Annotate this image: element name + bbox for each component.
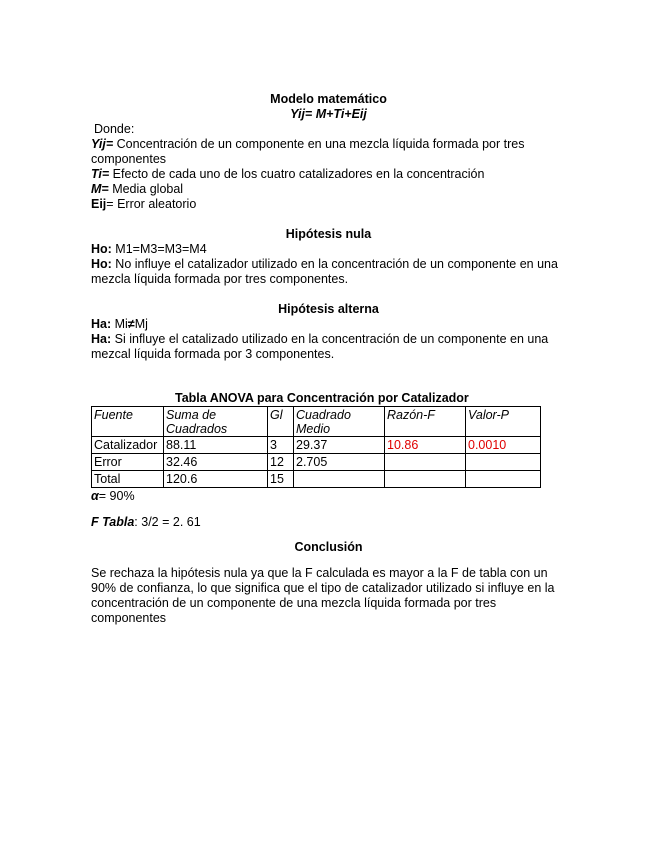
table-row (92, 471, 541, 488)
cell-gl: 15 (268, 471, 294, 488)
anova-table (91, 406, 541, 488)
cell-cuadrado: 2.705 (294, 454, 385, 471)
null-hyp-line2 (91, 257, 566, 287)
alpha-symbol: α (91, 489, 99, 503)
header-fuente: Fuente (92, 407, 164, 437)
ha-text: Mi (111, 317, 128, 331)
ho-text: No influye el catalizador utilizado en la concentración de un componente en una mezcla líquida formada por tres componentes. (91, 257, 558, 286)
alpha-line (91, 489, 566, 504)
cell-cuadrado: 29.37 (294, 437, 385, 454)
def-ti (91, 167, 566, 182)
ha-label: Ha: (91, 332, 112, 346)
cell-razon (385, 454, 466, 471)
cell-razon (385, 471, 466, 488)
conclusion-text: Se rechaza la hipótesis nula ya que la F calculada es mayor a la F de tabla con un 90% de confianza, lo que significa que el tipo de catalizador utilizado si influye en la concentración de un componente de una mezcla líquida formada por tres componentes (91, 566, 555, 625)
def-yij (91, 137, 566, 167)
ho-label: Ho: (91, 242, 112, 256)
cell-suma: 88.11 (164, 437, 268, 454)
header-suma: Suma de Cuadrados (164, 407, 268, 437)
def-text: = Error aleatorio (106, 197, 197, 211)
ftabla-text: : 3/2 = 2. 61 (134, 515, 201, 529)
alt-hyp-line1 (91, 317, 566, 332)
donde-label: Donde: (94, 122, 135, 136)
table-header-row (92, 407, 541, 437)
def-eij (91, 197, 566, 212)
table-row (92, 454, 541, 471)
cell-gl: 12 (268, 454, 294, 471)
ho-text: M1=M3=M3=M4 (111, 242, 207, 256)
conclusion-title: Conclusión (294, 540, 363, 554)
ha-label: Ha: (91, 317, 112, 331)
model-equation: Yij= M+Ti+Eij (290, 107, 367, 121)
model-title: Modelo matemático (270, 92, 387, 106)
header-gl: Gl (268, 407, 294, 437)
cell-suma: 32.46 (164, 454, 268, 471)
cell-fuente: Error (92, 454, 164, 471)
def-text: Concentración de un componente en una mezcla líquida formada por tres componentes (91, 137, 525, 166)
null-hyp-title: Hipótesis nula (285, 227, 372, 241)
cell-fuente: Catalizador (92, 437, 164, 454)
alt-hyp-line2 (91, 332, 566, 362)
cell-valor (466, 454, 541, 471)
cell-cuadrado (294, 471, 385, 488)
ha-text: Si influye el catalizado utilizado en la concentración de un componente en una mezcal líquida formada por 3 componentes. (91, 332, 549, 361)
def-symbol: Yij= (91, 137, 114, 151)
def-symbol: Ti= (91, 167, 110, 181)
cell-valor: 0.0010 (466, 437, 541, 454)
alpha-text: = 90% (98, 489, 135, 503)
cell-fuente: Total (92, 471, 164, 488)
cell-suma: 120.6 (164, 471, 268, 488)
header-valor: Valor-P (466, 407, 541, 437)
ftabla-label: F Tabla (91, 515, 135, 529)
ha-text: Mj (134, 317, 148, 331)
table-row (92, 437, 541, 454)
def-text: Media global (108, 182, 184, 196)
cell-gl: 3 (268, 437, 294, 454)
null-hyp-line1 (91, 242, 566, 257)
cell-razon: 10.86 (385, 437, 466, 454)
def-symbol: M= (91, 182, 109, 196)
ftabla-line (91, 515, 566, 530)
alt-hyp-title: Hipótesis alterna (278, 302, 379, 316)
def-text: Efecto de cada uno de los cuatro catalizadores en la concentración (109, 167, 485, 181)
def-m (91, 182, 566, 197)
anova-title: Tabla ANOVA para Concentración por Catalizador (175, 391, 469, 405)
header-razon: Razón-F (385, 407, 466, 437)
cell-valor (466, 471, 541, 488)
document-page (91, 92, 566, 626)
header-cuadrado: Cuadrado Medio (294, 407, 385, 437)
not-equal-symbol: ≠ (127, 317, 135, 331)
ho-label: Ho: (91, 257, 112, 271)
def-symbol: Eij (91, 197, 107, 211)
